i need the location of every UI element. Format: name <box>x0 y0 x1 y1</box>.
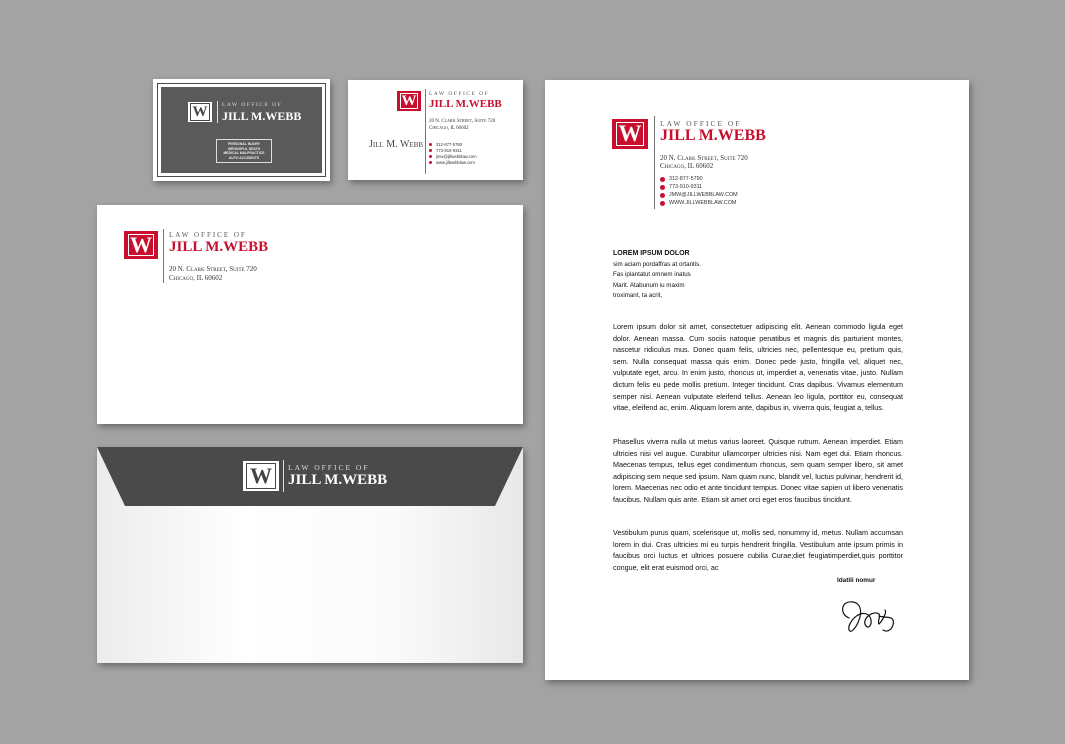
service-item: PERSONAL INJURY <box>227 142 261 146</box>
law-office-of-text: LAW OFFICE OF <box>660 119 742 128</box>
logo-mark: W <box>124 231 158 259</box>
letter-paragraph-3: Vestibulum purus quam, scelerisque ut, mollis sed, nonummy id, metus. Nullam accumsan lorem in dui. Cras ultricies mi eu turpis hendrerit fringilla. Vestibulum ante ipsum primis in faucibus orci luctus et ultrices posuere cubilia Curae;diet feugiatimperdiet,quis porttitor congue, elit erat euismod orci, ac <box>613 528 903 572</box>
logo-mark: W <box>397 91 421 111</box>
phone-1: 312-877-5790 <box>660 176 703 182</box>
phone-icon <box>660 177 665 182</box>
phone-2: 773-910-9311 <box>660 184 702 190</box>
email: jmw@jillwebblaw.com <box>429 154 477 159</box>
website: www.jillwebblaw.com <box>429 160 475 165</box>
envelope-back <box>97 447 523 663</box>
phone-icon <box>429 143 432 146</box>
address-line-2: Chicago, IL 60602 <box>660 162 714 170</box>
firm-name: JILL M.WEBB <box>222 109 302 123</box>
law-office-of-text: LAW OFFICE OF <box>222 102 283 108</box>
logo-mark: W <box>188 102 212 122</box>
firm-name: JILL M.WEBB <box>429 98 502 110</box>
logo-mark: W <box>612 119 648 149</box>
firm-name: JILL M.WEBB <box>169 239 269 255</box>
address-line-2: Chicago, IL 60602 <box>429 126 469 131</box>
mobile-icon <box>429 149 432 152</box>
mobile-icon <box>660 185 665 190</box>
service-item: AUTO ACCIDENTS <box>228 155 260 160</box>
person-name: Jill M. Webb <box>369 139 424 150</box>
law-office-of-text: LAW OFFICE OF <box>169 231 247 239</box>
phone-2: 773-910-9311 <box>429 148 462 153</box>
firm-name: JILL M.WEBB <box>288 472 388 488</box>
phone-1: 312-877-5790 <box>429 142 462 147</box>
recipient-block <box>613 249 913 302</box>
services-box <box>216 139 272 163</box>
service-item: MEDICAL MALPRACTICE <box>223 151 265 156</box>
email: JMW@JILLWEBBLAW.COM <box>660 192 738 198</box>
globe-icon <box>429 161 432 164</box>
business-card-back <box>153 79 330 181</box>
letterhead <box>545 80 969 680</box>
mail-icon <box>429 155 432 158</box>
letter-paragraph-1: Lorem ipsum dolor sit amet, consectetuer adipiscing elit. Aenean commodo ligula eget dolor. Aenean massa. Cum sociis natoque penatibus et magnis dis parturient montes, nascetur ridiculus mus. Donec quam felis, ultricies nec, pellentesque eu, pretium quis, sem. Nulla consequat massa quis enim. Donec pede justo, fringilla vel, aliquet nec, vulputate eget, arcu. In enim justo, rhoncus ut, imperdiet a, venenatis vitae, justo. Nullam dictum felis eu pede mollis pretium. Integer tincidunt. Cras dapibus. Vivamus elementum semper nisi. Aenean vulputate eleifend tellus. Aenean leo ligula, porttitor eu, consequat vitae, eleifend ac, enim. Aliquam lorem ante, dapibus in, viverra quis, feugiat a, tellus. <box>613 322 903 413</box>
law-office-of-text: LAW OFFICE OF <box>288 463 370 472</box>
address-line-1: 20 N. Clark Street, Suite 720 <box>169 265 257 273</box>
address-line-2: Chicago, IL 60602 <box>169 274 223 282</box>
recipient-line: sim aciam pordaffras at ortantis. <box>613 260 701 268</box>
website: WWW.JILLWEBBLAW.COM <box>660 200 736 206</box>
globe-icon <box>660 201 665 206</box>
recipient-line: Fas iplantatut omnem inatus <box>613 271 691 279</box>
recipient-title: LOREM IPSUM DOLOR <box>613 250 690 257</box>
service-item: WRONGFUL DEATH <box>227 146 261 151</box>
signature <box>835 590 905 640</box>
business-card-front <box>348 80 523 180</box>
signoff-text: Idatili nomur <box>837 577 876 584</box>
business-card-back-panel <box>161 87 322 173</box>
firm-name: JILL M.WEBB <box>660 127 766 144</box>
recipient-line: troximant, ta acrit, <box>613 292 663 300</box>
logo-mark: W <box>243 461 279 491</box>
address-line-1: 20 N. Clark Street, Suite 720 <box>660 154 748 162</box>
recipient-line: Marit. Atabunum iu maxim <box>613 281 685 289</box>
mail-icon <box>660 193 665 198</box>
address-line-1: 20 N. Clark Street, Suite 720 <box>429 119 496 124</box>
law-office-of-text: LAW OFFICE OF <box>429 91 490 97</box>
envelope-front <box>97 205 523 424</box>
letter-paragraph-2: Phasellus viverra nulla ut metus varius laoreet. Quisque rutrum. Aenean imperdiet. Etiam ultricies nisi vel augue. Curabitur ullamcorper ultricies nisi. Nam eget dui. Etiam rhoncus. Maecenas tempus, tellus eget condimentum rhoncus, sem quam semper libero, sit amet adipiscing sem neque sed ipsum. Nam quam nunc, blandit vel, luctus pulvinar, hendrerit id, lorem. Maecenas nec odio et ante tincidunt tempus. Donec vitae sapien ut libero venenatis faucibus. Nullam quis ante. Etiam sit amet orci eget eros faucibus tincidunt. <box>613 437 903 504</box>
